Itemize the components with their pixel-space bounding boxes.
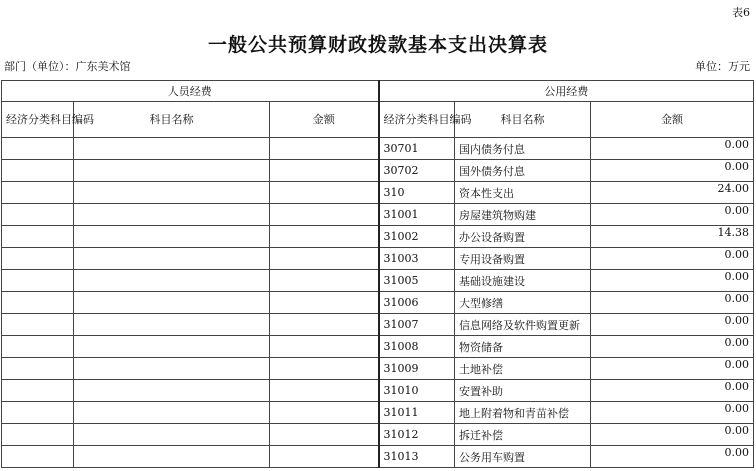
department-label: 部门（单位）：广东美术馆: [4, 60, 131, 73]
page-title: 一般公共预算财政拨款基本支出决算表: [207, 34, 548, 56]
personnel-code-cell: [2, 424, 74, 446]
table-row: [2, 402, 754, 424]
subject-name-cell: 物资储备: [455, 336, 591, 358]
table-row: [2, 204, 754, 226]
personnel-amount-cell: [270, 270, 379, 292]
table-row: [2, 446, 754, 468]
personnel-code-cell: [2, 248, 74, 270]
econ-code-cell: 30701: [379, 138, 455, 160]
personnel-code-cell: [2, 358, 74, 380]
public-econ-code-header: 经济分类科目编码: [379, 102, 455, 138]
econ-code-cell: 31001: [379, 204, 455, 226]
subject-name-cell: 信息网络及软件购置更新: [455, 314, 591, 336]
personnel-name-cell: [74, 380, 270, 402]
amount-cell: 0.00: [591, 424, 754, 446]
personnel-amount-cell: [270, 358, 379, 380]
personnel-name-cell: [74, 314, 270, 336]
table-row: [2, 226, 754, 248]
personnel-amount-cell: [270, 160, 379, 182]
amount-cell: 0.00: [591, 358, 754, 380]
table-row: [2, 292, 754, 314]
personnel-amount-cell: [270, 204, 379, 226]
public-expense-group-header: 公用经费: [379, 81, 754, 102]
personnel-amount-cell: [270, 402, 379, 424]
table-row: [2, 424, 754, 446]
personnel-expense-group-header: 人员经费: [2, 81, 379, 102]
amount-cell: 0.00: [591, 204, 754, 226]
table-row: [2, 314, 754, 336]
personnel-code-cell: [2, 160, 74, 182]
personnel-amount-cell: [270, 138, 379, 160]
amount-cell: 0.00: [591, 402, 754, 424]
econ-code-cell: 31009: [379, 358, 455, 380]
econ-code-cell: 31003: [379, 248, 455, 270]
personnel-amount-cell: [270, 248, 379, 270]
personnel-amount-cell: [270, 424, 379, 446]
personnel-name-cell: [74, 358, 270, 380]
econ-code-cell: 310: [379, 182, 455, 204]
amount-cell: 0.00: [591, 160, 754, 182]
personnel-name-cell: [74, 248, 270, 270]
econ-code-cell: 31010: [379, 380, 455, 402]
econ-code-cell: 31005: [379, 270, 455, 292]
personnel-amount-cell: [270, 314, 379, 336]
personnel-name-cell: [74, 182, 270, 204]
amount-cell: 0.00: [591, 270, 754, 292]
personnel-name-cell: [74, 138, 270, 160]
subject-name-cell: 基础设施建设: [455, 270, 591, 292]
amount-cell: 0.00: [591, 336, 754, 358]
econ-code-cell: 31002: [379, 226, 455, 248]
subject-name-cell: 拆迁补偿: [455, 424, 591, 446]
personnel-code-cell: [2, 226, 74, 248]
personnel-amount-cell: [270, 380, 379, 402]
personnel-name-cell: [74, 204, 270, 226]
subject-name-cell: 公务用车购置: [455, 446, 591, 468]
table-row: [2, 182, 754, 204]
public-subject-name-header: 科目名称: [455, 102, 591, 138]
personnel-code-cell: [2, 446, 74, 468]
subject-name-cell: 房屋建筑物购建: [455, 204, 591, 226]
personnel-code-cell: [2, 292, 74, 314]
personnel-name-cell: [74, 424, 270, 446]
subject-name-cell: 地上附着物和青苗补偿: [455, 402, 591, 424]
econ-code-cell: 31011: [379, 402, 455, 424]
personnel-econ-code-header: 经济分类科目编码: [2, 102, 74, 138]
amount-cell: 0.00: [591, 248, 754, 270]
personnel-name-cell: [74, 446, 270, 468]
personnel-code-cell: [2, 182, 74, 204]
econ-code-cell: 31008: [379, 336, 455, 358]
amount-cell: 24.00: [591, 182, 754, 204]
personnel-name-cell: [74, 160, 270, 182]
personnel-amount-header: 金额: [270, 102, 379, 138]
personnel-code-cell: [2, 336, 74, 358]
personnel-name-cell: [74, 226, 270, 248]
subject-name-cell: 资本性支出: [455, 182, 591, 204]
personnel-amount-cell: [270, 292, 379, 314]
subject-name-cell: 国内债务付息: [455, 138, 591, 160]
personnel-code-cell: [2, 402, 74, 424]
econ-code-cell: 31012: [379, 424, 455, 446]
subject-name-cell: 大型修缮: [455, 292, 591, 314]
personnel-name-cell: [74, 336, 270, 358]
table-row: [2, 380, 754, 402]
personnel-name-cell: [74, 270, 270, 292]
econ-code-cell: 31013: [379, 446, 455, 468]
subject-name-cell: 国外债务付息: [455, 160, 591, 182]
amount-cell: 14.38: [591, 226, 754, 248]
personnel-code-cell: [2, 138, 74, 160]
amount-cell: 0.00: [591, 380, 754, 402]
amount-cell: 0.00: [591, 292, 754, 314]
personnel-amount-cell: [270, 446, 379, 468]
personnel-code-cell: [2, 314, 74, 336]
table-row: [2, 138, 754, 160]
personnel-code-cell: [2, 270, 74, 292]
table-row: [2, 270, 754, 292]
personnel-subject-name-header: 科目名称: [74, 102, 270, 138]
personnel-code-cell: [2, 380, 74, 402]
econ-code-cell: 30702: [379, 160, 455, 182]
subject-name-cell: 办公设备购置: [455, 226, 591, 248]
personnel-amount-cell: [270, 336, 379, 358]
table-body: [2, 138, 754, 468]
subject-name-cell: 土地补偿: [455, 358, 591, 380]
public-amount-header: 金额: [591, 102, 754, 138]
amount-cell: 0.00: [591, 446, 754, 468]
personnel-code-cell: [2, 204, 74, 226]
expenditure-table: [1, 80, 754, 468]
table-row: [2, 248, 754, 270]
personnel-amount-cell: [270, 182, 379, 204]
table-number: 表6: [732, 6, 750, 19]
unit-label: 单位：万元: [695, 60, 750, 73]
personnel-amount-cell: [270, 226, 379, 248]
personnel-name-cell: [74, 402, 270, 424]
table-row: [2, 358, 754, 380]
table-row: [2, 160, 754, 182]
amount-cell: 0.00: [591, 314, 754, 336]
subject-name-cell: 安置补助: [455, 380, 591, 402]
subject-name-cell: 专用设备购置: [455, 248, 591, 270]
econ-code-cell: 31006: [379, 292, 455, 314]
amount-cell: 0.00: [591, 138, 754, 160]
personnel-name-cell: [74, 292, 270, 314]
table-row: [2, 336, 754, 358]
econ-code-cell: 31007: [379, 314, 455, 336]
